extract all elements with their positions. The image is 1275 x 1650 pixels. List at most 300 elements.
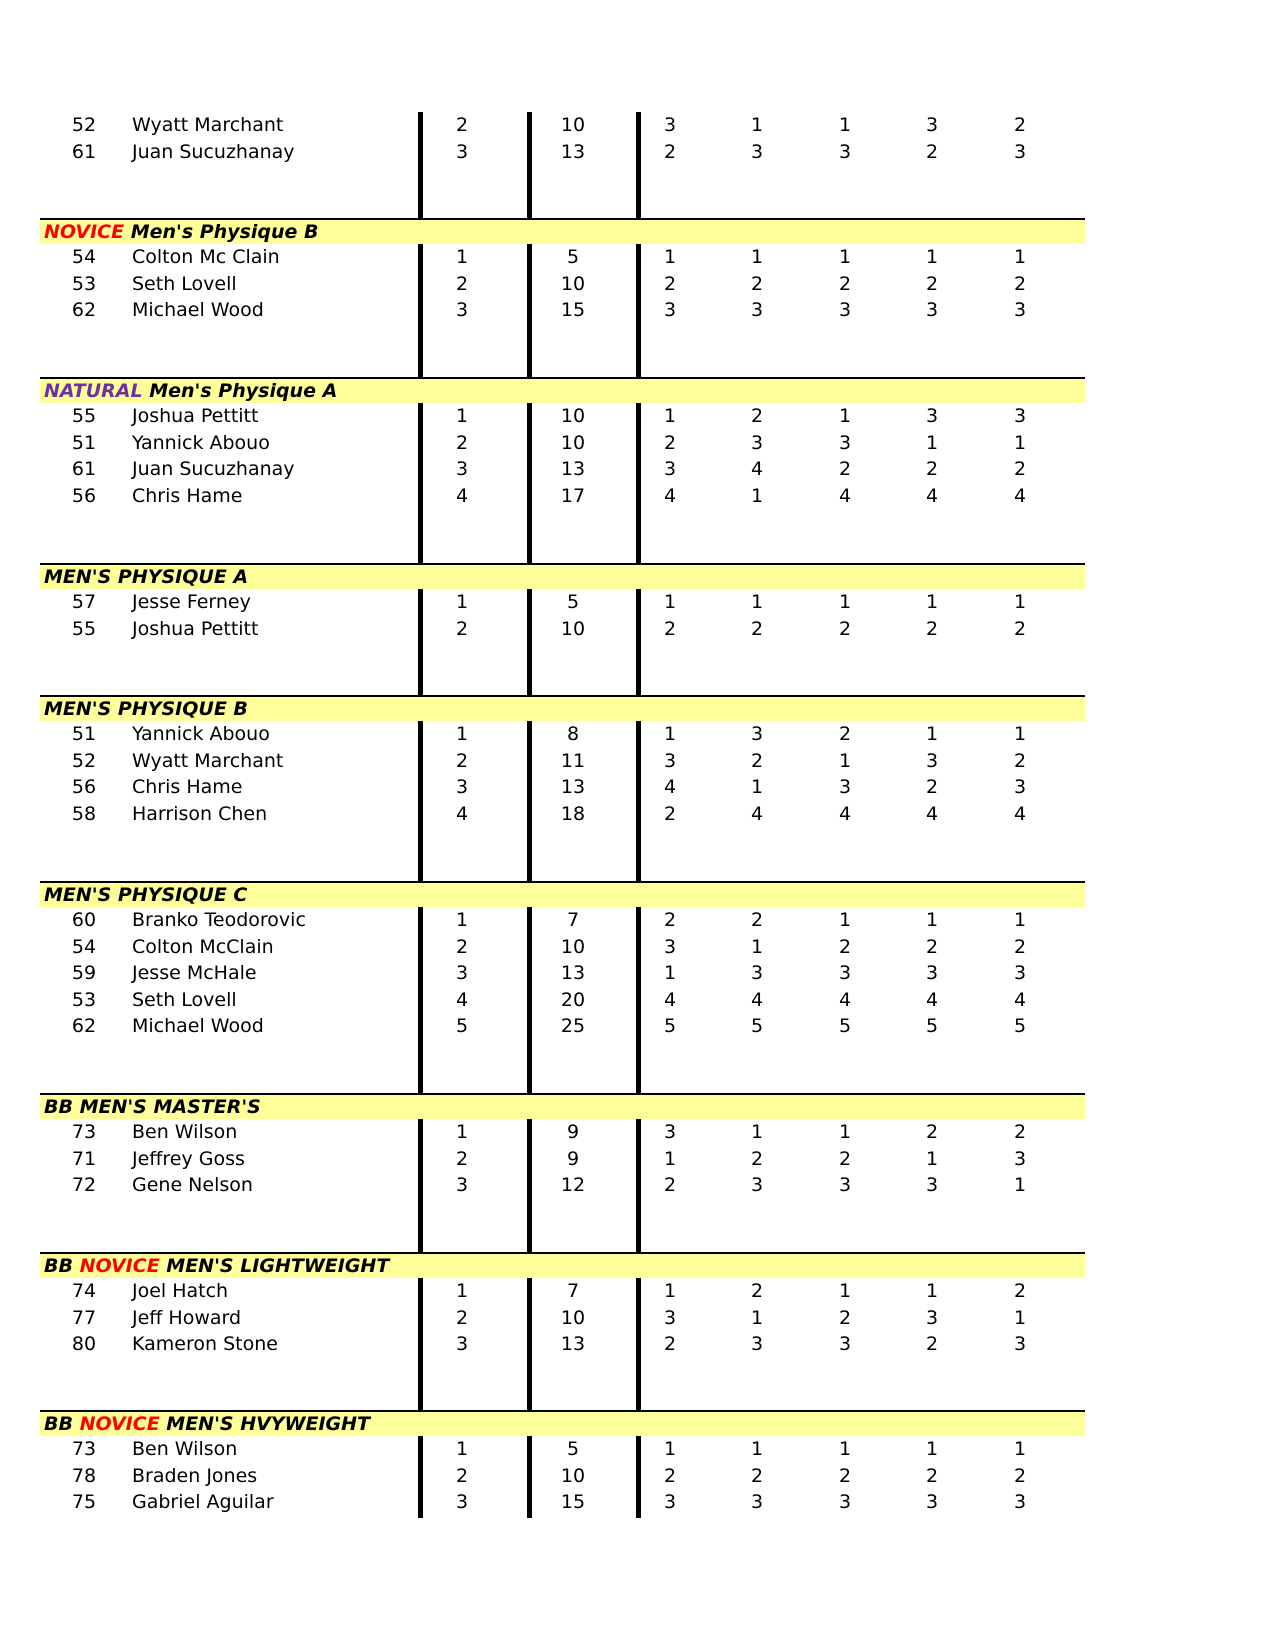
judge-score-1: 3 — [663, 299, 677, 321]
placing: 1 — [455, 723, 469, 745]
judge-score-2: 4 — [750, 802, 764, 825]
entry-number: 51 — [71, 431, 97, 454]
table-row — [0, 430, 1275, 456]
total-score: 13 — [560, 962, 586, 984]
section-title-part: BB MEN'S MASTER'S — [44, 1096, 261, 1118]
total-score: 8 — [566, 723, 580, 745]
table-row — [0, 483, 1275, 509]
total-score: 10 — [560, 405, 586, 427]
section-header — [40, 881, 1085, 907]
judge-score-5: 3 — [1013, 1491, 1027, 1513]
placing: 3 — [455, 1491, 469, 1513]
total-score: 7 — [566, 1280, 580, 1302]
judge-score-3: 1 — [838, 114, 852, 136]
placing: 3 — [455, 776, 469, 798]
entry-number: 57 — [71, 591, 97, 613]
entry-number: 60 — [71, 909, 97, 931]
entry-number: 71 — [71, 1147, 97, 1170]
placing: 2 — [455, 1306, 469, 1329]
section-title-part: MEN'S PHYSIQUE C — [44, 884, 248, 906]
judge-score-2: 3 — [750, 299, 764, 321]
judge-score-5: 2 — [1013, 617, 1027, 640]
judge-score-4: 3 — [925, 1491, 939, 1513]
section-header — [40, 695, 1085, 721]
section-title — [44, 1096, 261, 1118]
total-score: 10 — [560, 1306, 586, 1329]
judge-score-4: 2 — [925, 776, 939, 798]
judge-score-4: 1 — [925, 909, 939, 931]
judge-score-3: 3 — [838, 1491, 852, 1513]
placing: 4 — [455, 802, 469, 825]
judge-score-2: 2 — [750, 1464, 764, 1487]
placing: 1 — [455, 1280, 469, 1302]
table-row — [0, 1463, 1275, 1489]
table-row — [0, 1146, 1275, 1172]
judge-score-3: 1 — [838, 909, 852, 931]
competitor-name: Joel Hatch — [132, 1280, 229, 1302]
judge-score-4: 1 — [925, 723, 939, 745]
section-header — [40, 1252, 1085, 1278]
total-score: 10 — [560, 272, 586, 295]
competitor-name: Chris Hame — [132, 776, 243, 798]
entry-number: 51 — [71, 723, 97, 745]
judge-score-3: 2 — [838, 458, 852, 480]
entry-number: 53 — [71, 272, 97, 295]
section-title — [44, 1255, 389, 1277]
entry-number: 52 — [71, 114, 97, 136]
judge-score-2: 3 — [750, 1333, 764, 1355]
judge-score-3: 1 — [838, 591, 852, 613]
section-header — [40, 377, 1085, 403]
judge-score-3: 1 — [838, 1121, 852, 1143]
judge-score-1: 2 — [663, 617, 677, 640]
total-score: 13 — [560, 776, 586, 798]
placing: 4 — [455, 484, 469, 507]
entry-number: 55 — [71, 405, 97, 427]
judge-score-2: 1 — [750, 246, 764, 268]
total-score: 7 — [566, 909, 580, 931]
judge-score-3: 2 — [838, 617, 852, 640]
entry-number: 52 — [71, 749, 97, 772]
section-title — [44, 698, 248, 720]
judge-score-4: 3 — [925, 1306, 939, 1329]
section-title-part: MEN'S HVYWEIGHT — [159, 1413, 371, 1435]
placing: 3 — [455, 458, 469, 480]
judge-score-1: 3 — [663, 1491, 677, 1513]
table-row — [0, 934, 1275, 960]
competitor-name: Harrison Chen — [132, 802, 268, 825]
total-score: 10 — [560, 935, 586, 958]
judge-score-2: 4 — [750, 458, 764, 480]
placing: 2 — [455, 1147, 469, 1170]
total-score: 5 — [566, 1438, 580, 1460]
judge-score-5: 2 — [1013, 458, 1027, 480]
competitor-name: Jeffrey Goss — [132, 1147, 245, 1170]
judge-score-1: 3 — [663, 935, 677, 958]
section-header — [40, 563, 1085, 589]
judge-score-4: 3 — [925, 114, 939, 136]
section-title — [44, 1413, 370, 1435]
table-row — [0, 1013, 1275, 1039]
judge-score-3: 4 — [838, 988, 852, 1011]
table-row — [0, 589, 1275, 615]
table-row — [0, 987, 1275, 1013]
competitor-name: Chris Hame — [132, 484, 243, 507]
judge-score-3: 1 — [838, 1280, 852, 1302]
total-score: 15 — [560, 1491, 586, 1513]
judge-score-4: 3 — [925, 1174, 939, 1196]
judge-score-1: 2 — [663, 1464, 677, 1487]
placing: 1 — [455, 246, 469, 268]
judge-score-5: 2 — [1013, 114, 1027, 136]
section-title-part: NOVICE — [44, 221, 125, 243]
judge-score-1: 1 — [663, 405, 677, 427]
judge-score-3: 4 — [838, 484, 852, 507]
judge-score-5: 2 — [1013, 935, 1027, 958]
competitor-name: Yannick Abouo — [132, 431, 270, 454]
table-row — [0, 112, 1275, 138]
judge-score-5: 1 — [1013, 431, 1027, 454]
entry-number: 72 — [71, 1174, 97, 1196]
total-score: 20 — [560, 988, 586, 1011]
competitor-name: Michael Wood — [132, 1015, 264, 1037]
competitor-name: Braden Jones — [132, 1464, 258, 1487]
judge-score-5: 2 — [1013, 1280, 1027, 1302]
total-score: 5 — [566, 591, 580, 613]
judge-score-5: 2 — [1013, 1464, 1027, 1487]
competitor-name: Jesse McHale — [132, 962, 257, 984]
judge-score-5: 3 — [1013, 140, 1027, 163]
competitor-name: Branko Teodorovic — [132, 909, 306, 931]
entry-number: 73 — [71, 1438, 97, 1460]
table-row — [0, 960, 1275, 986]
judge-score-4: 2 — [925, 1464, 939, 1487]
table-row — [0, 774, 1275, 800]
placing: 3 — [455, 140, 469, 163]
placing: 2 — [455, 749, 469, 772]
section-title-part: BB — [44, 1255, 80, 1277]
judge-score-2: 1 — [750, 484, 764, 507]
judge-score-3: 3 — [838, 962, 852, 984]
table-row — [0, 721, 1275, 747]
judge-score-3: 3 — [838, 1174, 852, 1196]
judge-score-2: 3 — [750, 140, 764, 163]
table-row — [0, 616, 1275, 642]
entry-number: 53 — [71, 988, 97, 1011]
judge-score-3: 2 — [838, 723, 852, 745]
judge-score-4: 1 — [925, 1147, 939, 1170]
judge-score-2: 2 — [750, 617, 764, 640]
judge-score-2: 3 — [750, 431, 764, 454]
placing: 3 — [455, 1174, 469, 1196]
entry-number: 59 — [71, 962, 97, 984]
total-score: 9 — [566, 1121, 580, 1143]
judge-score-4: 2 — [925, 617, 939, 640]
judge-score-5: 3 — [1013, 405, 1027, 427]
judge-score-5: 3 — [1013, 299, 1027, 321]
judge-score-2: 1 — [750, 1306, 764, 1329]
judge-score-3: 1 — [838, 405, 852, 427]
section-title-part: Men's Physique B — [124, 221, 319, 243]
judge-score-5: 3 — [1013, 962, 1027, 984]
competitor-name: Ben Wilson — [132, 1438, 238, 1460]
judge-score-5: 1 — [1013, 1174, 1027, 1196]
entry-number: 74 — [71, 1280, 97, 1302]
placing: 1 — [455, 591, 469, 613]
competitor-name: Ben Wilson — [132, 1121, 238, 1143]
judge-score-2: 1 — [750, 1121, 764, 1143]
competitor-name: Juan Sucuzhanay — [132, 458, 295, 480]
judge-score-2: 2 — [750, 1147, 764, 1170]
section-header — [40, 1410, 1085, 1436]
table-row — [0, 801, 1275, 827]
entry-number: 80 — [71, 1333, 97, 1355]
table-row — [0, 403, 1275, 429]
table-row — [0, 244, 1275, 270]
entry-number: 62 — [71, 299, 97, 321]
competitor-name: Gene Nelson — [132, 1174, 253, 1196]
judge-score-3: 5 — [838, 1015, 852, 1037]
judge-score-2: 2 — [750, 1280, 764, 1302]
judge-score-2: 1 — [750, 114, 764, 136]
placing: 2 — [455, 114, 469, 136]
judge-score-4: 1 — [925, 1438, 939, 1460]
total-score: 18 — [560, 802, 586, 825]
table-row — [0, 456, 1275, 482]
placing: 1 — [455, 1438, 469, 1460]
placing: 3 — [455, 1333, 469, 1355]
total-score: 10 — [560, 617, 586, 640]
judge-score-1: 1 — [663, 1280, 677, 1302]
section-title-part: NOVICE — [79, 1255, 160, 1277]
judge-score-3: 2 — [838, 1147, 852, 1170]
competitor-name: Jeff Howard — [132, 1306, 242, 1329]
total-score: 10 — [560, 114, 586, 136]
total-score: 13 — [560, 140, 586, 163]
judge-score-5: 2 — [1013, 272, 1027, 295]
competitor-name: Yannick Abouo — [132, 723, 270, 745]
judge-score-3: 3 — [838, 431, 852, 454]
table-row — [0, 139, 1275, 165]
competitor-name: Colton Mc Clain — [132, 246, 280, 268]
judge-score-5: 3 — [1013, 1333, 1027, 1355]
judge-score-1: 4 — [663, 484, 677, 507]
placing: 2 — [455, 272, 469, 295]
section-header — [40, 1093, 1085, 1119]
entry-number: 73 — [71, 1121, 97, 1143]
judge-score-5: 3 — [1013, 1147, 1027, 1170]
entry-number: 77 — [71, 1306, 97, 1329]
competitor-name: Wyatt Marchant — [132, 749, 284, 772]
judge-score-2: 2 — [750, 405, 764, 427]
judge-score-1: 3 — [663, 458, 677, 480]
competitor-name: Michael Wood — [132, 299, 264, 321]
section-title-part: MEN'S PHYSIQUE B — [44, 698, 248, 720]
placing: 1 — [455, 1121, 469, 1143]
placing: 2 — [455, 431, 469, 454]
judge-score-2: 1 — [750, 776, 764, 798]
judge-score-1: 2 — [663, 140, 677, 163]
judge-score-1: 1 — [663, 962, 677, 984]
judge-score-1: 2 — [663, 802, 677, 825]
table-row — [0, 1331, 1275, 1357]
judge-score-4: 1 — [925, 1280, 939, 1302]
judge-score-2: 5 — [750, 1015, 764, 1037]
placing: 2 — [455, 935, 469, 958]
judge-score-1: 1 — [663, 591, 677, 613]
judge-score-5: 2 — [1013, 1121, 1027, 1143]
judge-score-1: 2 — [663, 431, 677, 454]
table-row — [0, 907, 1275, 933]
judge-score-4: 3 — [925, 749, 939, 772]
judge-score-1: 1 — [663, 246, 677, 268]
judge-score-4: 2 — [925, 1333, 939, 1355]
judge-score-4: 2 — [925, 935, 939, 958]
placing: 1 — [455, 909, 469, 931]
entry-number: 75 — [71, 1491, 97, 1513]
judge-score-2: 1 — [750, 935, 764, 958]
competitor-name: Joshua Pettitt — [132, 405, 259, 427]
judge-score-5: 1 — [1013, 1438, 1027, 1460]
total-score: 5 — [566, 246, 580, 268]
placing: 5 — [455, 1015, 469, 1037]
entry-number: 78 — [71, 1464, 97, 1487]
entry-number: 61 — [71, 140, 97, 163]
judge-score-5: 1 — [1013, 246, 1027, 268]
judge-score-1: 1 — [663, 723, 677, 745]
section-header — [40, 218, 1085, 244]
placing: 2 — [455, 617, 469, 640]
competitor-name: Kameron Stone — [132, 1333, 278, 1355]
total-score: 9 — [566, 1147, 580, 1170]
judge-score-1: 2 — [663, 909, 677, 931]
judge-score-3: 2 — [838, 272, 852, 295]
competitor-name: Joshua Pettitt — [132, 617, 259, 640]
judge-score-3: 1 — [838, 749, 852, 772]
judge-score-5: 4 — [1013, 484, 1027, 507]
judge-score-3: 3 — [838, 1333, 852, 1355]
judge-score-4: 3 — [925, 405, 939, 427]
judge-score-2: 2 — [750, 272, 764, 295]
section-title — [44, 221, 319, 243]
section-title — [44, 566, 248, 588]
judge-score-1: 1 — [663, 1438, 677, 1460]
entry-number: 62 — [71, 1015, 97, 1037]
judge-score-4: 1 — [925, 431, 939, 454]
section-title-part: NATURAL — [44, 380, 143, 402]
judge-score-5: 5 — [1013, 1015, 1027, 1037]
judge-score-3: 2 — [838, 1306, 852, 1329]
judge-score-3: 1 — [838, 246, 852, 268]
judge-score-1: 3 — [663, 1121, 677, 1143]
table-row — [0, 297, 1275, 323]
total-score: 15 — [560, 299, 586, 321]
judge-score-5: 3 — [1013, 776, 1027, 798]
judge-score-4: 4 — [925, 484, 939, 507]
judge-score-1: 2 — [663, 1333, 677, 1355]
competitor-name: Wyatt Marchant — [132, 114, 284, 136]
entry-number: 56 — [71, 776, 97, 798]
placing: 1 — [455, 405, 469, 427]
judge-score-3: 2 — [838, 1464, 852, 1487]
judge-score-2: 4 — [750, 988, 764, 1011]
judge-score-4: 4 — [925, 802, 939, 825]
judge-score-1: 3 — [663, 749, 677, 772]
entry-number: 56 — [71, 484, 97, 507]
judge-score-1: 3 — [663, 1306, 677, 1329]
judge-score-4: 2 — [925, 1121, 939, 1143]
section-title-part: MEN'S PHYSIQUE A — [44, 566, 249, 588]
placing: 3 — [455, 299, 469, 321]
judge-score-2: 3 — [750, 723, 764, 745]
total-score: 10 — [560, 1464, 586, 1487]
judge-score-4: 2 — [925, 140, 939, 163]
judge-score-2: 2 — [750, 909, 764, 931]
competitor-name: Colton McClain — [132, 935, 274, 958]
total-score: 17 — [560, 484, 586, 507]
judge-score-4: 4 — [925, 988, 939, 1011]
judge-score-2: 2 — [750, 749, 764, 772]
entry-number: 58 — [71, 802, 97, 825]
section-title-part: Men's Physique A — [142, 380, 338, 402]
section-title — [44, 380, 337, 402]
section-title — [44, 884, 247, 906]
table-row — [0, 1436, 1275, 1462]
judge-score-1: 4 — [663, 988, 677, 1011]
judge-score-2: 3 — [750, 1174, 764, 1196]
judge-score-4: 2 — [925, 272, 939, 295]
competitor-name: Jesse Ferney — [132, 591, 251, 613]
judge-score-3: 1 — [838, 1438, 852, 1460]
judge-score-2: 3 — [750, 1491, 764, 1513]
judge-score-3: 4 — [838, 802, 852, 825]
judge-score-1: 2 — [663, 272, 677, 295]
section-title-part: BB — [44, 1413, 80, 1435]
judge-score-3: 3 — [838, 776, 852, 798]
competitor-name: Seth Lovell — [132, 272, 237, 295]
judge-score-1: 3 — [663, 114, 677, 136]
total-score: 13 — [560, 1333, 586, 1355]
placing: 4 — [455, 988, 469, 1011]
judge-score-2: 1 — [750, 1438, 764, 1460]
table-row — [0, 748, 1275, 774]
judge-score-3: 3 — [838, 299, 852, 321]
table-row — [0, 1172, 1275, 1198]
table-row — [0, 1489, 1275, 1515]
judge-score-5: 4 — [1013, 802, 1027, 825]
judge-score-1: 2 — [663, 1174, 677, 1196]
placing: 3 — [455, 962, 469, 984]
table-row — [0, 1278, 1275, 1304]
judge-score-2: 1 — [750, 591, 764, 613]
total-score: 13 — [560, 458, 586, 480]
judge-score-1: 1 — [663, 1147, 677, 1170]
entry-number: 55 — [71, 617, 97, 640]
judge-score-1: 4 — [663, 776, 677, 798]
entry-number: 61 — [71, 458, 97, 480]
total-score: 25 — [560, 1015, 586, 1037]
judge-score-1: 5 — [663, 1015, 677, 1037]
judge-score-4: 1 — [925, 591, 939, 613]
judge-score-5: 1 — [1013, 591, 1027, 613]
table-row — [0, 1119, 1275, 1145]
section-title-part: NOVICE — [79, 1413, 160, 1435]
entry-number: 54 — [71, 246, 97, 268]
table-row — [0, 1305, 1275, 1331]
judge-score-3: 3 — [838, 140, 852, 163]
entry-number: 54 — [71, 935, 97, 958]
judge-score-4: 3 — [925, 962, 939, 984]
